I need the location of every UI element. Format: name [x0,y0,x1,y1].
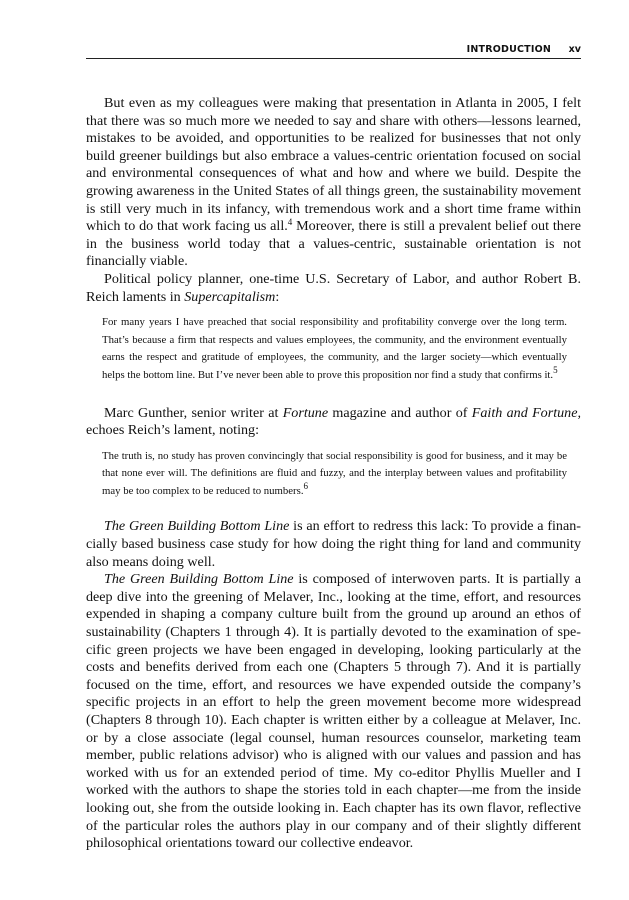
book-title-faith-and-fortune: Faith and Fortune, [471,404,581,421]
page-number: xv [568,44,581,55]
running-title: INTRODUCTION [466,44,551,55]
body-text [86,95,581,853]
book-title-green-building-1: The Green Building Bottom Line [104,518,290,535]
book-title-green-building-2: The Green Building Bottom Line [104,571,294,588]
block-quote-reich [102,314,567,384]
block-quote-reich-text: For many years I have preached that social responsibility and profitability converge over the long term. That’s because a firm that respects and values employees, the community, and the environment eventually earns the respect and gratitude of employees, the community, and the larger society—which eventually helps the bottom line. But I’ve never been able to prove this proposition nor find a study that confirms it. [102,316,567,381]
paragraph-3-mid: magazine and author of [328,404,472,421]
paragraph-2-tail: : [275,288,280,305]
paragraph-4-tail: is an effort to redress this lack: To provide a financially based business case study for how doing the right thing for land and community also means doing well. [86,518,581,570]
block-quote-gunther-text: The truth is, no study has proven convincingly that social responsibility is good for business, and it may be that none ever will. The definitions are fluid and fuzzy, and the interplay between values and profitability may be too complex to be reduced to numbers. [102,449,567,497]
paragraph-4 [86,518,581,571]
paragraph-1-tail: Moreover, there is still a prevalent belief out there in the business world today that a values-centric, sustainable orientation is not financially viable. [86,218,581,270]
magazine-title-fortune: Fortune [282,404,329,421]
paragraph-1-text: But even as my colleagues were making that presentation in Atlanta in 2005, I felt that there was so much more we needed to say and share with others—lessons learned, mistakes to be avoided, and opportunities to be realized for businesses that not only build greener buildings but also embrace a values-centric orientation focused on social and environmental consequences of what and how and where we build. Despite the growing awareness in the United States of all things green, the sustainability movement is still very much in its infancy, with tremendous work and a short time frame within which to do that work facing us all. [86,95,581,235]
paragraph-5 [86,571,581,853]
book-title-supercapitalism: Supercapitalism [184,288,276,305]
paragraph-1 [86,95,581,271]
running-header [86,44,581,59]
paragraph-2 [86,271,581,306]
paragraph-2-lead: Political policy planner, one-time U.S. Secretary of Labor, and author Robert B. Reich laments in [86,270,581,305]
footnote-ref-5: 5 [553,364,558,375]
paragraph-3-lead: Marc Gunther, senior writer at [104,404,283,421]
footnote-ref-6: 6 [303,480,309,491]
paragraph-3 [86,405,581,440]
block-quote-gunther [102,448,567,501]
paragraph-5-tail: is composed of interwoven parts. It is partially a deep dive into the greening of Melaver, Inc., looking at the time, effort, and resources expended in shaping a company culture built from the ground up around an ethos of sustainability (Chapters 1 through 4). It is partially devoted to the examination of specific green projects we have been engaged in developing, looking particularly at the costs and benefits derived from each one (Chapters 5 through 7). And it is partially focused on the time, effort, and resources we have expended outside the company’s specific projects in an effort to help the green movement become more widespread (Chapters 8 through 10). Each chapter is written either by a colleague at Melaver, Inc. or by a close associate (legal counsel, human resources counselor, marketing team member, public relations advisor) who is aligned with our values and passion and has worked with us for an extended period of time. My co-editor Phyllis Mueller and I worked with the authors to shape the stories told in each chapter—me from the inside looking out, she from the outside looking in. Each chapter has its own flavor, reflective of the particular roles the authors play in our company and of their slightly different philosophical orientations toward our collective endeavor. [86,571,582,852]
footnote-ref-4: 4 [287,217,293,228]
paragraph-3-tail: echoes Reich’s lament, noting: [86,422,259,439]
